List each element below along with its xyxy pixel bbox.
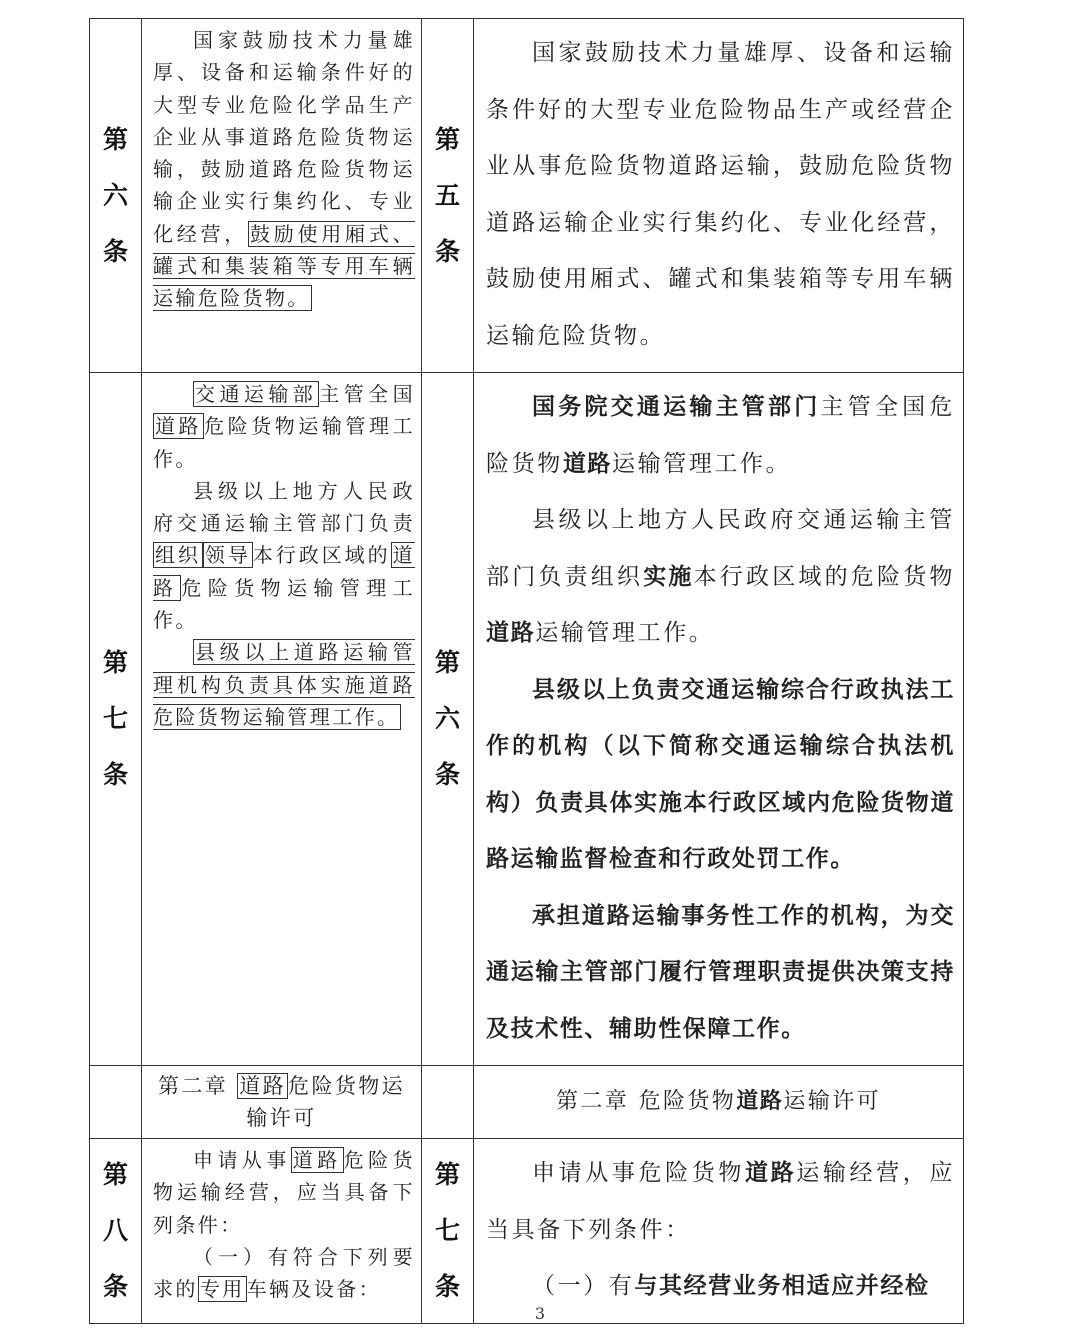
old-article-number xyxy=(90,19,142,373)
article-char: 条 xyxy=(434,236,460,266)
new-article-number xyxy=(422,1139,474,1324)
article-char: 六 xyxy=(434,704,460,733)
new-article-text xyxy=(474,373,964,1066)
paragraph xyxy=(486,888,955,1058)
bold-text: 实施 xyxy=(643,563,694,590)
paragraph xyxy=(153,378,415,475)
text: 本行政区域的 xyxy=(252,543,391,568)
table-row xyxy=(90,1066,964,1139)
bold-text: 道路 xyxy=(745,1160,797,1186)
paragraph xyxy=(153,1241,415,1306)
text: 车辆及设备： xyxy=(246,1277,382,1302)
text: 申请从事 xyxy=(193,1148,291,1172)
text: 申请从事危险货物 xyxy=(532,1160,745,1186)
article-char: 六 xyxy=(102,180,128,210)
article-char: 五 xyxy=(434,180,460,210)
article-char: 七 xyxy=(102,704,128,733)
text: 运输许可 xyxy=(783,1089,881,1114)
article-char: 八 xyxy=(102,1215,128,1245)
article-char: 第 xyxy=(102,124,128,154)
new-chapter-title xyxy=(474,1066,964,1139)
text: 第二章 xyxy=(157,1074,238,1098)
paragraph xyxy=(153,636,415,733)
text: 本行政区域的危险货物 xyxy=(693,563,956,590)
article-char: 第 xyxy=(102,1159,128,1189)
boxed-text: 道路 xyxy=(292,1148,342,1172)
text: 运输管理工作。 xyxy=(535,620,715,646)
paragraph: 国家鼓励技术力量雄厚、设备和运输条件好的大型专业危险物品生产或经营企业从事危险货物道路运输，鼓励危险货物道路运输企业实行集约化、专业化经营，鼓励使用厢式、罐式和集装箱等专用车辆运输危险货物。 xyxy=(486,40,955,349)
boxed-text: 专用 xyxy=(199,1277,245,1302)
new-article-number xyxy=(422,19,474,373)
old-article-number xyxy=(90,1139,142,1324)
old-article-text xyxy=(142,373,422,1066)
new-article-text xyxy=(474,1139,964,1324)
page-number: 3 xyxy=(534,1304,546,1323)
text: 第二章 危险货物 xyxy=(555,1089,737,1114)
text: 危险货物运输管理工作。 xyxy=(153,575,415,633)
article-char: 条 xyxy=(102,236,128,266)
article-char: 第 xyxy=(434,648,460,677)
old-chapter-title xyxy=(142,1066,422,1139)
article-char: 条 xyxy=(102,760,128,789)
text: （一）有 xyxy=(532,1273,635,1299)
text: 危险货物运输经营，应当具备下列条件： xyxy=(153,1148,415,1237)
text: 运输管理工作。 xyxy=(612,450,792,477)
new-article-text xyxy=(474,19,964,373)
bold-text: 县级以上负责交通运输综合行政执法工作的机构（以下简称交通运输综合执法机构）负责具体实施本行政区域内危险货物道路运输监督检查和行政处罚工作。 xyxy=(486,676,955,872)
boxed-text: 道路 xyxy=(155,414,203,439)
paragraph xyxy=(486,379,955,492)
text: 主管全国 xyxy=(319,382,415,406)
text: 县级以上地方人民政府交通运输主管部门负责 xyxy=(153,478,415,536)
paragraph xyxy=(153,24,415,315)
boxed-text: 领导 xyxy=(204,543,251,568)
boxed-text: 道路 xyxy=(239,1074,287,1098)
bold-text: 道路 xyxy=(562,450,613,477)
boxed-text: 组织 xyxy=(155,543,201,568)
boxed-text: 交通运输部 xyxy=(195,382,318,406)
text: 危险货物运输管理工作。 xyxy=(153,414,415,471)
table-row xyxy=(90,19,964,373)
boxed-text: 鼓励使用厢式、罐式和集装箱等专用车辆运输危险货物。 xyxy=(153,221,415,311)
paragraph xyxy=(486,662,955,888)
article-char: 条 xyxy=(102,1271,128,1301)
bold-text: 承担道路运输事务性工作的机构，为交通运输主管部门履行管理职责提供决策支持及技术性、辅助性保障工作。 xyxy=(486,902,955,1042)
empty-cell xyxy=(90,1066,142,1139)
article-char: 第 xyxy=(434,1159,460,1189)
article-char: 条 xyxy=(434,1271,460,1301)
old-article-text xyxy=(142,1139,422,1324)
paragraph xyxy=(153,475,415,636)
bold-text: 与其经营业务相适应并经检 xyxy=(634,1273,930,1299)
paragraph xyxy=(486,1145,955,1258)
paragraph xyxy=(486,492,955,662)
empty-cell xyxy=(422,1066,474,1139)
article-char: 条 xyxy=(434,760,460,789)
paragraph xyxy=(153,1144,415,1241)
new-article-number xyxy=(422,373,474,1066)
table-row xyxy=(90,1139,964,1324)
bold-text: 国务院交通运输主管部门 xyxy=(532,394,821,420)
article-char: 第 xyxy=(434,124,460,154)
boxed-text: 县级以上道路运输管理机构负责具体实施道路危险货物运输管理工作。 xyxy=(153,640,415,729)
text: 县级以上地方人民政府交通运输主管部门负责组织 xyxy=(486,507,955,590)
boxed-text: 道路 xyxy=(153,543,415,600)
old-article-text xyxy=(142,19,422,373)
comparison-table xyxy=(89,18,964,1324)
text: （一）有符合下列要求的 xyxy=(153,1244,415,1302)
text: 国家鼓励技术力量雄厚、设备和运输条件好的大型专业危险化学品生产企业从事道路危险货物运输，鼓励道路危险货物运输企业实行集约化、专业化经营， xyxy=(153,28,415,246)
old-article-number xyxy=(90,373,142,1066)
text: 危险货物运输许可 xyxy=(246,1074,406,1130)
table-row xyxy=(90,373,964,1066)
bold-text: 道路 xyxy=(736,1089,784,1114)
text: 主管全国危险货物 xyxy=(486,394,956,477)
bold-text: 道路 xyxy=(486,620,536,646)
article-char: 第 xyxy=(102,648,128,677)
text: 运输经营，应当具备下列条件： xyxy=(486,1160,955,1243)
article-char: 七 xyxy=(434,1215,460,1245)
